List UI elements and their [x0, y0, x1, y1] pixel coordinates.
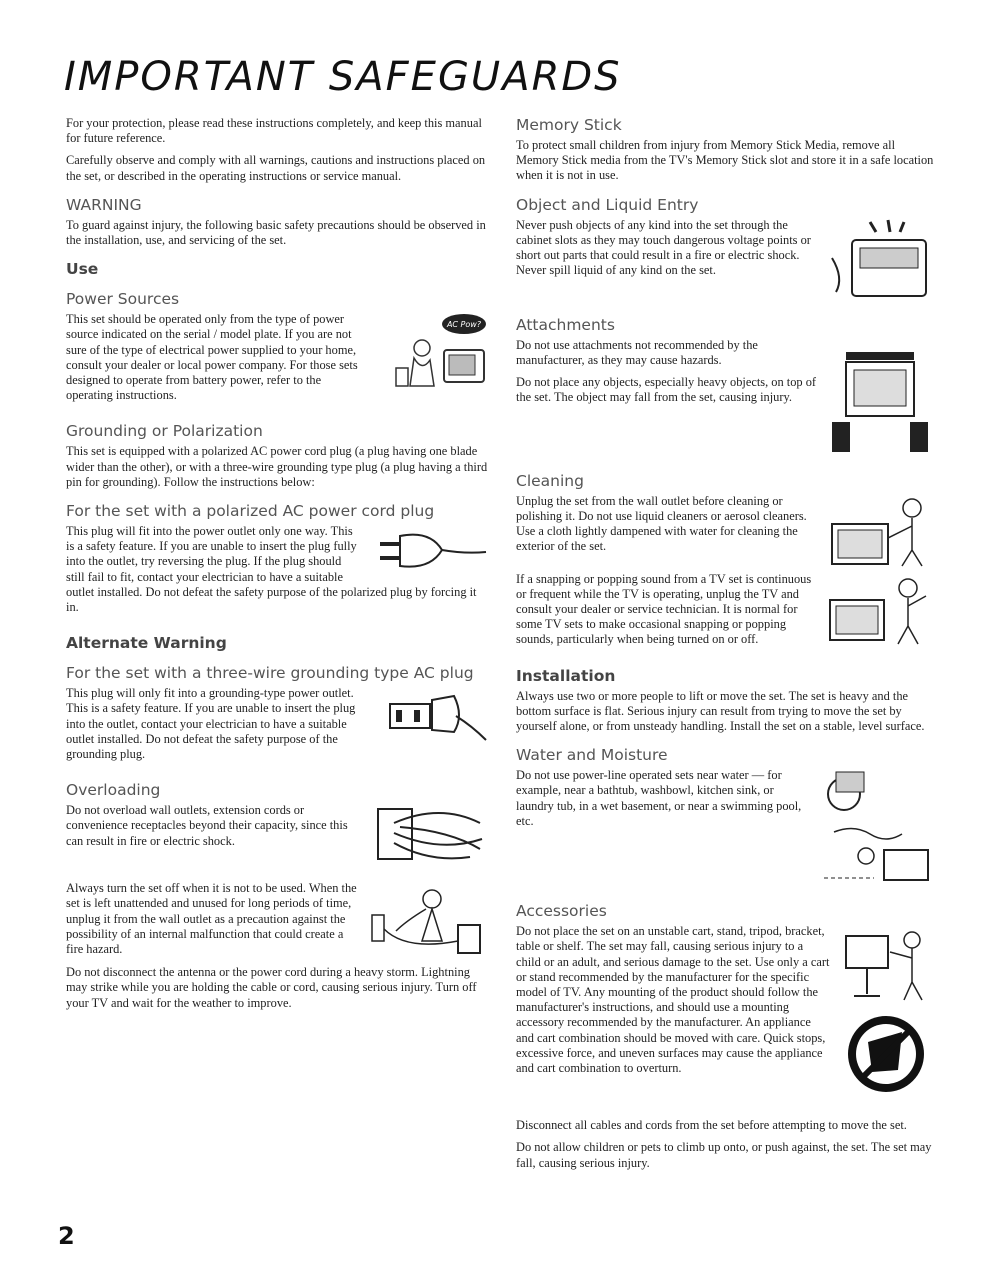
water-moisture-text: Do not use power-line operated sets near water — for example, near a bathtub, washbowl, kitchen sink, or laundry tub, in a wet basement, or near a swimming pool, etc.: [516, 768, 802, 828]
antenna-text: Do not disconnect the antenna or the power cord during a heavy storm. Lightning may strike while you are holding the cable or cord, causing serious injury. Turn off your TV and wait for the weather to improve.: [66, 965, 477, 1010]
overloading-text: Do not overload wall outlets, extension cords or convenience receptacles beyond their capacity, since this can result in fire or electric shock.: [66, 803, 348, 848]
power-sources-heading: Power Sources: [66, 290, 180, 309]
page-title: IMPORTANT SAFEGUARDS: [64, 54, 622, 100]
unplugging-illustration: [366, 881, 488, 961]
cleaning-text-1: Unplug the set from the wall outlet before cleaning or polishing it. Do not use liquid cleaners or aerosol cleaners. Use a cloth lightly dampened with water for cleaning the exterior of the set.: [516, 493, 807, 554]
accessories-illustration: [838, 924, 934, 1114]
object-entry-illustration: [830, 218, 934, 300]
cleaning-text-2: If a snapping or popping sound from a TV set is continuous or frequent while the TV is operating, unplug the TV and consult your dealer or service technician. It is normal for some TV sets to make occasional snapping or popping sounds, particularly when being turned on or off.: [516, 571, 812, 647]
installation-text: Always use two or more people to lift or move the set. The set is heavy and the bottom surface is flat. Serious injury can result from trying to move the set by yourself alone, or from unsteady handling. Install the set on a stable, level surface.: [516, 688, 925, 734]
power-sources-text: This set should be operated only from the type of power source indicated on the serial / model plate. If you are not sure of the type of electrical power supplied to your home, consult your dealer or local power company. For those sets designed to operate from battery power, refer to the operating instructions.: [66, 312, 358, 403]
intro-paragraph-1: For your protection, please read these instructions completely, and keep this manual for future reference.: [66, 116, 482, 146]
object-liquid-heading: Object and Liquid Entry: [516, 195, 699, 214]
popping-sound-illustration: [822, 572, 934, 646]
polarized-plug-text: This plug will fit into the power outlet only one way. This is a safety feature. If you are unable to insert the plug fully into the outlet, try reversing the plug. If the plug should still fail to fit, contact your electrician to have a suitable outlet installed. Do not defeat the safety purpose of the polarized plug by forcing it in.: [66, 524, 477, 615]
attachments-text-2: Do not place any objects, especially heavy objects, on top of the set. The object may fall from the set, causing injury.: [516, 375, 817, 405]
cleaning-heading: Cleaning: [516, 471, 584, 490]
attachments-illustration: [826, 338, 934, 456]
grounding-heading: Grounding or Polarization: [66, 422, 263, 441]
cleaning-illustration: [822, 494, 934, 568]
overloaded-outlet-illustration: [370, 803, 488, 867]
memory-stick-text: To protect small children from injury from Memory Stick Media, remove all Memory Stick media from the TV's Memory Stick slot and store it in a safe location when it is not in use.: [516, 138, 934, 183]
water-moisture-illustration: [814, 768, 934, 886]
overloading-heading: Overloading: [66, 781, 161, 800]
power-source-illustration: [376, 312, 488, 392]
attachments-text-1: Do not use attachments not recommended by the manufacturer, as they may cause hazards.: [516, 337, 758, 367]
intro-paragraph-2: Carefully observe and comply with all warnings, cautions and instructions placed on the set, or described in the operating instructions or service manual.: [66, 153, 486, 183]
alternate-warning-heading: Alternate Warning: [66, 634, 227, 653]
attachments-heading: Attachments: [516, 315, 615, 334]
water-moisture-heading: Water and Moisture: [516, 746, 668, 765]
three-wire-plug-heading: For the set with a three-wire grounding type AC plug: [66, 664, 474, 683]
disconnect-text: Disconnect all cables and cords from the set before attempting to move the set.: [516, 1118, 907, 1133]
page-number: 2: [58, 1222, 75, 1250]
accessories-heading: Accessories: [516, 902, 607, 921]
left-column: [66, 116, 488, 1018]
grounding-text: This set is equipped with a polarized AC power cord plug (a plug having one blade wider than the other), or with a three-wire grounding type plug (a plug having a third pin for grounding). Follow the instructions below:: [66, 444, 488, 489]
power-bubble-text: AC Pow?: [446, 320, 482, 330]
accessories-text: Do not place the set on an unstable cart, stand, tripod, bracket, table or shelf. The set may fall, causing serious injury to a child or an adult, and serious damage to the set. Use only a cart or stand recommended by the manufacturer for the specific model of TV. Any mounting of the product should follow the manufacturer's instructions, and should use a mounting accessory recommended by the manufacturer. An appliance and cart combination should be moved with care. Quick stops, excessive force, and uneven surfaces may cause the appliance and cart combination to overturn.: [516, 924, 830, 1076]
warning-heading: WARNING: [66, 195, 142, 214]
installation-heading: Installation: [516, 666, 616, 685]
use-heading: Use: [66, 260, 99, 279]
three-wire-plug-illustration: [384, 686, 488, 744]
memory-stick-heading: Memory Stick: [516, 116, 622, 134]
polarized-plug-illustration: [370, 524, 488, 578]
children-pets-text: Do not allow children or pets to climb up onto, or push against, the set. The set may fall, causing serious injury.: [516, 1140, 932, 1170]
turn-off-text: Always turn the set off when it is not to be used. When the set is left unattended and unused for long periods of time, unplug it from the wall outlet as a precaution against the possibility of an internal malfunction that could create a fire hazard.: [66, 881, 357, 957]
right-column: [516, 116, 934, 1178]
warning-text: To guard against injury, the following basic safety precautions should be observed in the installation, use, and servicing of the set.: [66, 217, 486, 248]
three-wire-plug-text: This plug will only fit into a grounding-type power outlet. This is a safety feature. If you are unable to insert the plug into the outlet, contact your electrician to have a suitable outlet installed. Do not defeat the safety purpose of the grounding plug.: [66, 686, 356, 762]
object-liquid-text: Never push objects of any kind into the set through the cabinet slots as they may touch dangerous voltage points or short out parts that could result in a fire or electric shock. Never spill liquid of any kind on the set.: [516, 217, 811, 278]
polarized-plug-heading: For the set with a polarized AC power cord plug: [66, 502, 435, 521]
